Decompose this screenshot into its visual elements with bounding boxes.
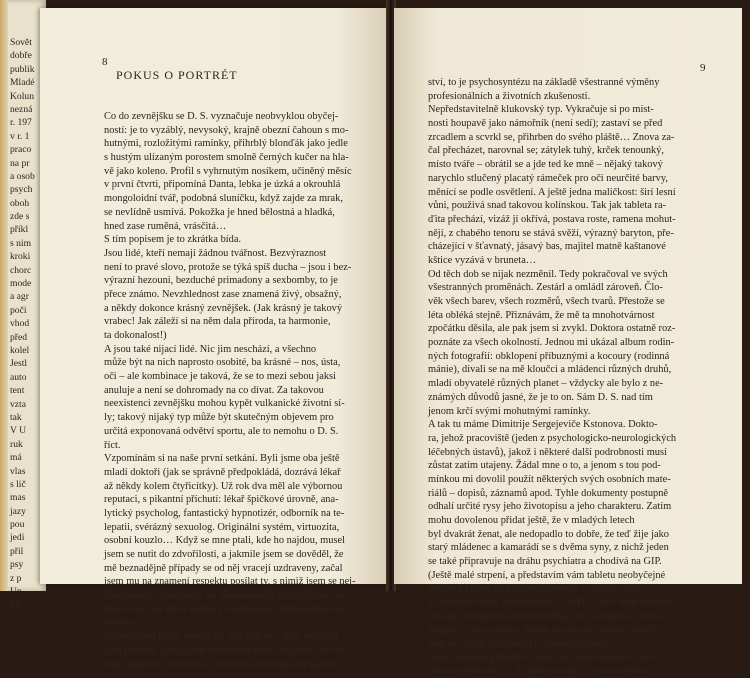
chapter-title: POKUS O PORTRÉT (116, 68, 238, 82)
text-line: publik (10, 63, 35, 75)
text-line: se nevlídně usmívá. Pokožka je hned bělostná a hladká, (104, 206, 335, 218)
text-line: mě beznadějně případy se od něj vracejí uzdraveny, začal (104, 562, 343, 574)
text-line: příkl (10, 224, 29, 236)
text-line: zpočátku děsila, ale pak jsem si zvykl. Doktora ostatně roz- (428, 323, 676, 335)
text-line: Mladé (10, 77, 35, 89)
text-line: před (10, 331, 28, 343)
text-line: praco (10, 144, 32, 156)
text-line: v r. 1 (10, 130, 30, 142)
text-line: sám už zbavil toho návyku spoustu pacientů. (428, 638, 615, 650)
text-line: Kolun (10, 90, 34, 102)
text-line: Un (10, 586, 22, 598)
text-line: oči – ale kombinace je taková, že se to mezi sebou jaksi (104, 371, 336, 383)
text-line: a osob (10, 170, 35, 182)
text-line: Jestl (10, 358, 28, 370)
text-line: a někdy dokonce krásný zevnějšek. (Jak krásný je takový (104, 302, 343, 314)
text-line: jmě o nás také něco věděla a zachovávala blahovolnou ne- (104, 603, 348, 615)
text-line: v první čtvrti, připomíná Danta, lebka je úzká a okrouhlá (104, 179, 341, 191)
text-line: poznáte za všech okolností. Jednou mi ukázal album rodin- (428, 337, 675, 349)
text-line: více natrápil. Nevracely se. Konkurenční psychofirma zře- (104, 590, 348, 602)
text-line: zůstat zatím utajeny. Žádal mne o to, a jenom s tou pod- (428, 460, 661, 472)
text-line: přece známo. Nevzhlednost zase znamená živý, obsažný, (104, 288, 342, 300)
text-line: reputaci, s pikantní příchutí: lékař špičkové úrovně, ana- (104, 494, 339, 506)
text-line: osobní kouzlo… Když se mne ptali, kde ho najdou, musel (104, 535, 345, 547)
text-line: měnící se podle osvětlení. A ještě jedna maličkost: širí lesní (428, 186, 676, 198)
page-number: 9 (700, 62, 706, 74)
text-line: léta obléká stejně. Přiznávám, že mě ta mnohotvárnost (428, 309, 655, 321)
text-line: a člověk se může aspoň poučit – že D. S. se v těch kompli- (428, 597, 673, 609)
text-line: mode (10, 278, 32, 290)
text-line: vhod (10, 318, 30, 330)
text-line: instituci.) Není také žádné tajemství – co bylo, bylo, (428, 583, 646, 595)
text-line: poči (10, 304, 27, 316)
text-line: jsem se nutit do zdvořilosti, a jakmile jsem se dověděl, že (104, 549, 344, 560)
right-page (394, 8, 742, 677)
text-line: zde s (10, 211, 30, 223)
left-page (40, 8, 388, 670)
text-line: auto (10, 371, 27, 383)
text-line: ra, jehož pracoviště (jeden z psychologicko-neurologických (428, 432, 677, 444)
text-line: Naše svérázné přátelství naráží na různé nesnáze. Tem- (428, 651, 658, 663)
text-line: ností: je to vyzáblý, nevysoký, krajně obezní čahoun s mo- (104, 124, 349, 136)
text-line: kovaných mladých letech nezříkal pití, a dokonce fetoval, (428, 610, 669, 622)
text-line: lytický psycholog, fantastický hypnotizér, odborník na te- (104, 507, 345, 519)
text-line: ďita přechází, vizáž jí okřívá, postava roste, ramena mohut- (428, 213, 676, 225)
text-line: může být na nich naprosto osobité, ba krásné – nos, ústa, (104, 357, 341, 369)
text-line: tak (10, 411, 22, 423)
text-line: ly; takový nijaký typ může být skutečným objevem pro (104, 412, 334, 424)
text-line: neexistenci zevnějšku mohou kypět vulkanické životní sí- (104, 398, 345, 410)
text-line: utralitu. (104, 617, 137, 629)
text-line: s nim (10, 237, 32, 249)
text-line: mladí obyvatelé různých planet – vždycky ale bylo z ne- (428, 378, 664, 390)
text-line: věk všech barev, všech rozměrů, všech tvarů. Přestože se (428, 296, 665, 307)
text-line: Od těch dob se nijak nezměnil. Tedy pokračoval ve svých (428, 268, 668, 280)
text-line: anuluje a není se dohromady na co dívat. Za takovou (104, 384, 324, 396)
text-line: Vzpomínám si na naše první setkání. Byli jsme oba ještě (104, 453, 340, 465)
text-line: mínkou mi dovolil použít některých svých osobních mate- (428, 473, 671, 485)
text-line: známých důvodů jasné, že je to on. Sám D. S. nad tím (428, 391, 653, 403)
text-line: ruk (10, 438, 23, 450)
text-line: s hustým ulízaným porostem smolně černých kučer na hla- (104, 152, 349, 164)
text-line: jako pacient. Začal jsem si stěžovat na to a na ono, ale on (104, 644, 343, 656)
text-line: až někdy kolem čtyřicítky). Už rok dva měl ale výbornou (104, 480, 343, 492)
text-line: nosti houpavě jako námořník (není sedí); zastaví se před (428, 118, 663, 130)
text-line: na pr (10, 157, 30, 169)
text-line: hned zase ruměná, vrásčitá… (104, 220, 227, 232)
text-line: mne okamžitě prokoukl a navrhl mi rovnoprávné partner- (104, 658, 343, 670)
text-line: pou (10, 519, 25, 531)
text-line: V U (10, 425, 27, 437)
text-line: kolel (10, 344, 30, 356)
text-line: chorc (10, 264, 32, 276)
text-line: mas (10, 492, 26, 504)
text-line: jsem mu na znamení respektu posílat ty, s nimiž jsem se nej- (104, 576, 356, 588)
text-line: vě jako koleno. Profil s vyhrnutým nosíkem, učiněný měsíc (104, 165, 352, 177)
text-line: ství, to je psychosyntézu na základě všestranné výměny (428, 77, 660, 88)
text-line: dobře (10, 50, 32, 62)
text-line: Sovět (10, 37, 32, 48)
text-line: všestranných proměnách. Zestárl a omládl zároveň. Člo- (428, 282, 663, 294)
text-line: určitá exponovaná odvětví sportu, ale to nemohu o D. S. (104, 425, 339, 437)
text-line: tent (10, 385, 25, 397)
text-line: vrabec! Jak záleží si na něm dala příroda, ta harmonie, (104, 316, 331, 328)
text-line: s lič (10, 478, 26, 490)
text-line: jazy (10, 505, 26, 517)
text-line: cházející v šťavnatý, jásavý bas, majitel matně kaštanové (428, 241, 666, 253)
text-line: Jsou lidé, kteří nemají žádnou tvářnost. Bezvýraznost (104, 247, 327, 259)
text-line: jenom krčí svými mohutnými ramínky. (428, 405, 591, 417)
text-line: vůni, použivá snad takovou kolínskou. Tak jak tableta ra- (428, 200, 667, 212)
text-line: psy (10, 559, 24, 571)
text-line: mohu dovolenou přidat ještě, že v mladých letech (428, 515, 635, 526)
page-number: 8 (102, 56, 108, 68)
text-line: odhalí určité rysy jeho životopisu a jeho charakteru. Zatím (428, 501, 672, 513)
text-line: r. 197 (10, 117, 32, 129)
text-line: výrazní hezouni, bezduché primadony a sexbomby, to je (104, 275, 338, 287)
text-line: říct. (104, 439, 121, 451)
text-line: mongoloidní tvář, podobná sluníčku, když zajde za mrak, (104, 193, 343, 205)
text-line: jedi (10, 532, 25, 544)
right-page-text (428, 76, 676, 678)
text-line: zrcadlem a scvrkl se, přihrben do svého pláště… Znova za- (428, 131, 675, 143)
text-line: oboh (10, 197, 30, 209)
text-line: starý mládenec a kamarádí se s dvěma syny, z nichž jeden (428, 542, 669, 554)
text-line: vzta (10, 398, 26, 410)
text-line: Jednou jsem to ale nevydržel a ukázal se v jeho ordinaci (104, 631, 338, 643)
text-line: nezná (10, 103, 33, 115)
text-line: Nepředstavitelně klukovský typ. Vykračuje si po míst- (428, 104, 654, 116)
text-line: z p (10, 572, 22, 584)
text-line: místo tváře – obrátil se a jde ted ke mně – nějaký takový (428, 159, 663, 171)
text-line: ných fotografií: obklopení příbuznými a kocoury (rodinná (428, 350, 670, 362)
text-line: kštice vyzává v bruneta… (428, 254, 537, 266)
text-line: čal přecházet, narovnal se; zátylek tuhý, krček tenounký, (428, 145, 664, 157)
text-line: se také připravuje na dráhu psychiatra a chodívá na GIP. (428, 556, 662, 568)
text-line: lepatii, svérázný sexuolog. Originální systém, virtuozita, (104, 521, 340, 533)
text-line: peramentem není D. S. vůbec suchar – je to vznětlivý (428, 665, 651, 677)
page-edge (0, 0, 8, 591)
text-line: vlas (10, 465, 26, 477)
text-line: psych (10, 184, 33, 196)
text-line: mladí doktoři (jak se správně předpokládá, dozrává lékař (104, 466, 341, 478)
left-page-text (104, 110, 356, 671)
text-line: má (10, 452, 22, 464)
text-line: léčebných ústavů), jakož i některé další podrobnosti musí (428, 446, 667, 458)
text-line: totálně s tím ale sekl a jenom si sem tam zapálí, těbače (428, 624, 656, 636)
text-line: mánie), dívali se na mě kloučci a mládenci různých druhů, (428, 364, 672, 376)
text-line: přil (10, 545, 24, 557)
text-line: byl dvakrát ženat, ale nedopadlo to dobře, že teď žije jako (428, 528, 669, 540)
text-line: hutnými, rozložitými ramínky, přihrblý blonďák jako jedle (104, 138, 348, 150)
text-line: ml (10, 599, 21, 611)
text-line: riálů – dopisů, záznamů apod. Tyhle dokumenty postupně (428, 487, 669, 499)
text-line: nějí, z chabého tenoru se stává svěží, výrazný baryton, pře- (428, 227, 674, 239)
text-line: Co do zevnějšku se D. S. vyznačuje neobvyklou obyčej- (104, 111, 339, 122)
text-line: ta dokonalost!) (104, 330, 167, 341)
text-line: S tím popisem je to zkrátka bída. (104, 234, 242, 246)
text-line: a agr (10, 291, 29, 303)
text-line: narychlo stlučený placatý rámeček pro oči neurčité barvy, (428, 172, 668, 184)
text-line: (Ještě malé strpení, a představím vám tabletu neobyčejné (428, 569, 666, 581)
text-line: A tak tu máme Dimitrije Sergejeviče Kstonova. Dokto- (428, 419, 658, 431)
text-line: A jsou také nijací lidé. Nic jim neschází, a všechno (104, 343, 317, 355)
text-line: profesionálních a životních zkušeností. (428, 90, 591, 102)
text-line: kroki (10, 251, 31, 263)
text-line: není to pravé slovo, protože se týká spíš ducha – jsou i bez- (104, 261, 352, 273)
